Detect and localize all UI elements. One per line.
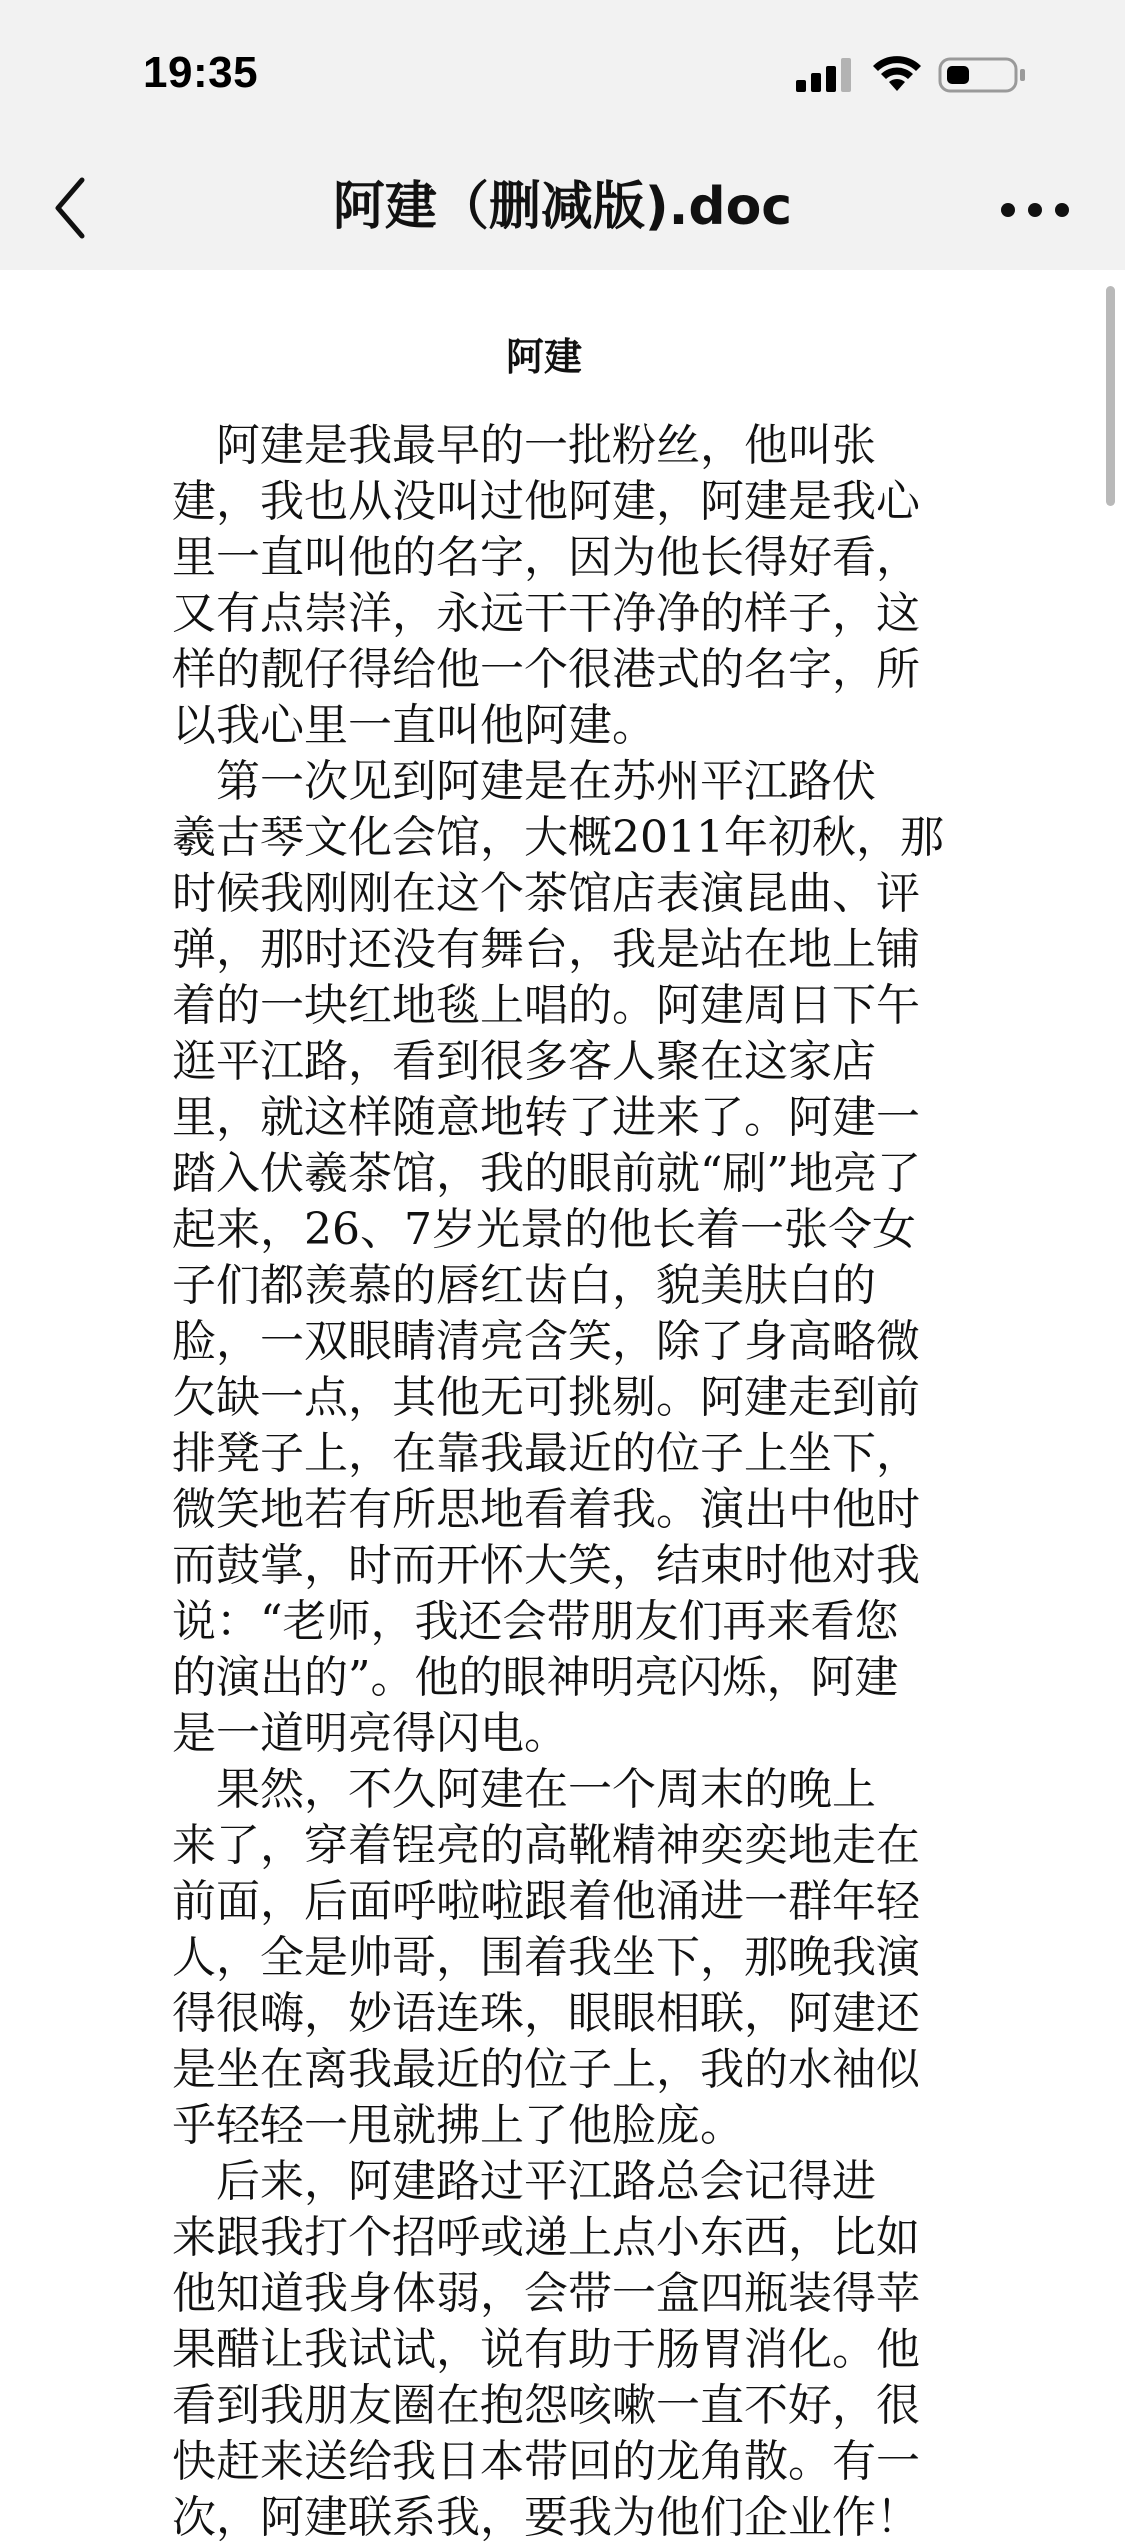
document-line: 果然，不久阿建在一个周末的晚上: [172, 1764, 876, 1815]
document-line: 得很嗨，妙语连珠，眼眼相联，阿建还: [172, 1988, 920, 2039]
document-line: 前面，后面呼啦啦跟着他涌进一群年轻: [172, 1876, 920, 1927]
document-line: 着的一块红地毯上唱的。阿建周日下午: [172, 980, 920, 1031]
more-horizontal-icon: [1000, 202, 1070, 218]
document-viewer[interactable]: [0, 270, 1125, 2543]
document-line: 第一次见到阿建是在苏州平江路伏: [172, 756, 876, 807]
document-line: 果醋让我试试，说有助于肠胃消化。他: [172, 2324, 920, 2375]
document-line: 子们都羡慕的唇红齿白，貌美肤白的: [172, 1260, 876, 1311]
document-line: 而鼓掌，时而开怀大笑，结束时他对我: [172, 1540, 920, 1591]
document-line: 是一道明亮得闪电。: [172, 1708, 568, 1759]
document-line: 羲古琴文化会馆，大概2011年初秋，那: [172, 812, 944, 863]
document-line: 说：“老师，我还会带朋友们再来看您: [172, 1596, 899, 1647]
battery-icon: [938, 56, 1028, 94]
document-line: 乎轻轻一甩就拂上了他脸庞。: [172, 2100, 744, 2151]
document-heading: 阿建: [505, 334, 582, 379]
document-body: [172, 418, 952, 2546]
document-line: 微笑地若有所思地看着我。演出中他时: [172, 1484, 920, 1535]
document-line: 后来，阿建路过平江路总会记得进: [172, 2156, 876, 2207]
document-line: 时候我刚刚在这个茶馆店表演昆曲、评: [172, 868, 920, 919]
document-line: 的演出的”。他的眼神明亮闪烁，阿建: [172, 1652, 899, 1703]
scroll-indicator[interactable]: [1106, 286, 1115, 506]
cellular-signal-icon: [796, 58, 854, 92]
document-line: 又有点崇洋，永远干干净净的样子，这: [172, 588, 920, 639]
document-line: 脸，一双眼睛清亮含笑，除了身高略微: [172, 1316, 920, 1367]
document-line: 里一直叫他的名字，因为他长得好看，: [172, 532, 920, 583]
chevron-left-icon: [52, 176, 88, 240]
more-options-button[interactable]: [995, 180, 1075, 240]
document-line: 起来，26、7岁光景的他长着一张令女: [172, 1204, 916, 1255]
document-line: 排凳子上，在靠我最近的位子上坐下，: [172, 1428, 920, 1479]
document-line: 他知道我身体弱，会带一盒四瓶装得苹: [172, 2268, 920, 2319]
document-line: 样的靓仔得给他一个很港式的名字，所: [172, 644, 920, 695]
status-time: 19:35: [143, 48, 259, 97]
top-chrome: [0, 0, 1125, 270]
navigation-bar: [0, 150, 1125, 270]
document-line: 逛平江路，看到很多客人聚在这家店: [172, 1036, 876, 1087]
back-button[interactable]: [40, 168, 100, 248]
document-line: 阿建是我最早的一批粉丝，他叫张: [172, 420, 876, 471]
document-title: 阿建（删减版).doc: [332, 177, 793, 237]
document-line: 人，全是帅哥，围着我坐下，那晚我演: [172, 1932, 920, 1983]
document-line: 欠缺一点，其他无可挑剔。阿建走到前: [172, 1372, 920, 1423]
document-line: 次，阿建联系我，要我为他们企业作！: [172, 2492, 920, 2543]
status-bar: [0, 0, 1125, 150]
document-line: 弹，那时还没有舞台，我是站在地上铺: [172, 924, 920, 975]
document-line: 快赶来送给我日本带回的龙角散。有一: [172, 2436, 920, 2487]
document-line: 来了，穿着锃亮的高靴精神奕奕地走在: [172, 1820, 920, 1871]
document-line: 踏入伏羲茶馆，我的眼前就“刷”地亮了: [172, 1148, 921, 1199]
document-line: 建，我也从没叫过他阿建，阿建是我心: [172, 476, 920, 527]
document-line: 看到我朋友圈在抱怨咳嗽一直不好，很: [172, 2380, 920, 2431]
wifi-icon: [872, 55, 922, 93]
document-line: 来跟我打个招呼或递上点小东西，比如: [172, 2212, 920, 2263]
document-line: 里，就这样随意地转了进来了。阿建一: [172, 1092, 920, 1143]
document-line: 是坐在离我最近的位子上，我的水袖似: [172, 2044, 920, 2095]
document-line: 以我心里一直叫他阿建。: [172, 700, 656, 751]
